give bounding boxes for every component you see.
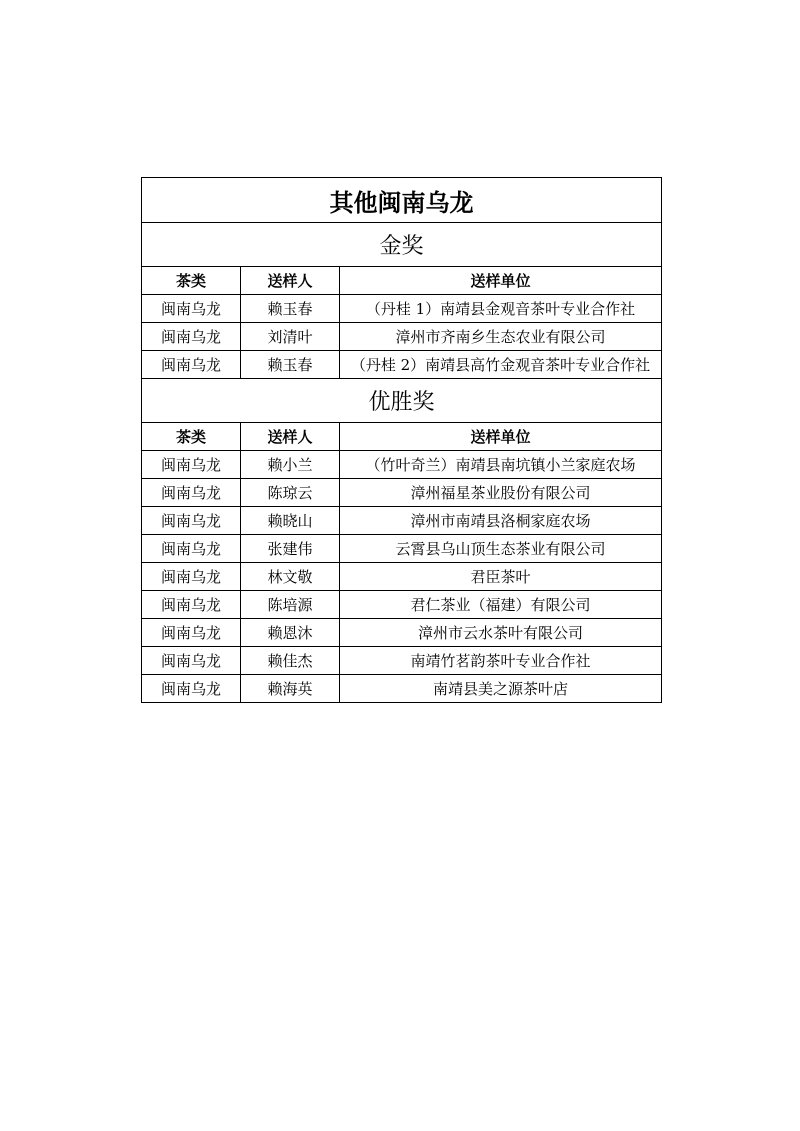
- header-tea-type: 茶类: [142, 267, 241, 295]
- cell-tea-type: 闽南乌龙: [142, 647, 241, 675]
- cell-unit: 南靖县美之源茶叶店: [340, 675, 662, 703]
- cell-unit: 南靖竹茗韵茶叶专业合作社: [340, 647, 662, 675]
- cell-unit: 君臣茶叶: [340, 563, 662, 591]
- table-title: 其他闽南乌龙: [142, 178, 662, 223]
- cell-sender: 张建伟: [241, 535, 340, 563]
- table-row: [142, 619, 662, 647]
- table-row: [142, 479, 662, 507]
- table-row: [142, 563, 662, 591]
- cell-unit: 云霄县乌山顶生态茶业有限公司: [340, 535, 662, 563]
- cell-sender: 赖玉春: [241, 351, 340, 379]
- cell-unit: （竹叶奇兰）南靖县南坑镇小兰家庭农场: [340, 451, 662, 479]
- cell-unit: 漳州市南靖县洛桐家庭农场: [340, 507, 662, 535]
- table-row: [142, 535, 662, 563]
- table-row: [142, 451, 662, 479]
- table-row: [142, 591, 662, 619]
- cell-tea-type: 闽南乌龙: [142, 675, 241, 703]
- cell-unit: 漳州福星茶业股份有限公司: [340, 479, 662, 507]
- gold-header-row: [142, 267, 662, 295]
- header-sender: 送样人: [241, 423, 340, 451]
- cell-sender: 林文敬: [241, 563, 340, 591]
- gold-award-row: [142, 223, 662, 267]
- table-row: [142, 675, 662, 703]
- cell-sender: 赖佳杰: [241, 647, 340, 675]
- cell-sender: 赖晓山: [241, 507, 340, 535]
- cell-sender: 陈琼云: [241, 479, 340, 507]
- cell-unit: （丹桂 2）南靖县高竹金观音茶叶专业合作社: [340, 351, 662, 379]
- header-unit: 送样单位: [340, 423, 662, 451]
- gold-award-label: 金奖: [142, 223, 662, 267]
- cell-tea-type: 闽南乌龙: [142, 563, 241, 591]
- cell-sender: 陈培源: [241, 591, 340, 619]
- cell-tea-type: 闽南乌龙: [142, 619, 241, 647]
- cell-sender: 赖玉春: [241, 295, 340, 323]
- cell-tea-type: 闽南乌龙: [142, 323, 241, 351]
- cell-unit: 漳州市齐南乡生态农业有限公司: [340, 323, 662, 351]
- cell-tea-type: 闽南乌龙: [142, 479, 241, 507]
- table-row: [142, 295, 662, 323]
- cell-sender: 赖海英: [241, 675, 340, 703]
- excellent-award-row: [142, 379, 662, 423]
- title-row: [142, 178, 662, 223]
- cell-tea-type: 闽南乌龙: [142, 295, 241, 323]
- cell-unit: 君仁茶业（福建）有限公司: [340, 591, 662, 619]
- cell-sender: 赖小兰: [241, 451, 340, 479]
- excellent-header-row: [142, 423, 662, 451]
- cell-tea-type: 闽南乌龙: [142, 351, 241, 379]
- cell-tea-type: 闽南乌龙: [142, 507, 241, 535]
- excellent-award-label: 优胜奖: [142, 379, 662, 423]
- cell-sender: 刘清叶: [241, 323, 340, 351]
- table-row: [142, 507, 662, 535]
- table-row: [142, 647, 662, 675]
- table-row: [142, 351, 662, 379]
- cell-unit: （丹桂 1）南靖县金观音茶叶专业合作社: [340, 295, 662, 323]
- table-row: [142, 323, 662, 351]
- cell-tea-type: 闽南乌龙: [142, 451, 241, 479]
- cell-unit: 漳州市云水茶叶有限公司: [340, 619, 662, 647]
- header-tea-type: 茶类: [142, 423, 241, 451]
- cell-tea-type: 闽南乌龙: [142, 591, 241, 619]
- header-unit: 送样单位: [340, 267, 662, 295]
- header-sender: 送样人: [241, 267, 340, 295]
- cell-sender: 赖恩沐: [241, 619, 340, 647]
- award-table: [141, 177, 662, 703]
- cell-tea-type: 闽南乌龙: [142, 535, 241, 563]
